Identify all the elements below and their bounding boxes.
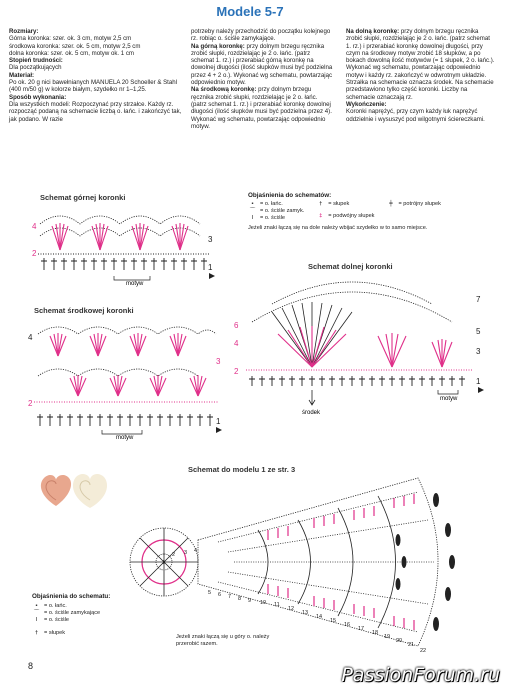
motif-label: motyw xyxy=(126,281,144,287)
row-number: 2 xyxy=(172,552,176,558)
row-number: 11 xyxy=(274,602,280,608)
motif-label: motyw xyxy=(116,435,134,441)
row-number: 2 xyxy=(28,399,33,408)
row-number: 3 xyxy=(476,347,481,356)
bottom-lace-outer-loops xyxy=(252,282,452,322)
finishing-heading: Wykończenie: xyxy=(346,100,387,108)
legend-slip-stitch: = o. ściśle zamyk. xyxy=(260,208,305,214)
row-number: 2 xyxy=(234,367,239,376)
row-number: 4 xyxy=(234,339,239,348)
legend-single-crochet: = o. ściśle xyxy=(44,617,70,623)
text-column-2 xyxy=(191,28,333,130)
sizes-line: środkowa koronka: szer. ok. 5 cm, motyw 2,5 cm xyxy=(9,42,141,50)
sizes-line: dolna koronka: szer. ok. 5 cm, motyw ok. 1 cm xyxy=(9,49,134,57)
start-arrow-icon xyxy=(209,273,215,279)
bottom-lace-chart xyxy=(232,272,492,422)
bottom-lace-motif-bracket xyxy=(438,390,458,394)
triple-treble-icon: ╪ xyxy=(389,201,393,207)
row-number: 1 xyxy=(476,377,481,386)
middle-lace-text: przy dolnym brzegu ręcznika zrobić słupki, rozdzielając je 2 o. łańc. (patrz schemat 1. rz.) i przerabiać koronkę dowolnej długości (ilość słupków musi być podzielna przez 4). Wykonać wg schematu, powtarzając odpowiednio motyw. xyxy=(191,86,332,130)
row-number: 6 xyxy=(218,592,222,598)
page-number: 8 xyxy=(28,661,34,671)
material-heading: Materiał: xyxy=(9,71,35,79)
chain-icon: • xyxy=(34,603,39,609)
row-number: 15 xyxy=(330,618,337,624)
top-lace-heading: Na górną koronkę: xyxy=(191,42,245,50)
single-crochet-icon: I xyxy=(251,215,254,221)
row-number: 3 xyxy=(184,550,188,556)
method-heading: Sposób wykonania: xyxy=(9,93,67,101)
double-crochet-icon: † xyxy=(319,201,323,207)
middle-lace-chart xyxy=(26,318,226,440)
row-number: 3 xyxy=(216,357,221,366)
start-arrow-icon xyxy=(216,427,222,433)
legend-chain: = o. łańc. xyxy=(260,201,283,207)
row-number: 7 xyxy=(476,295,481,304)
method-continued: potrzeby należy przechodzić do początku kolejnego rz. robiąc o. ściśle zamykające. xyxy=(191,28,331,43)
row-number: 4 xyxy=(194,548,198,554)
watermark: PassionForum.ru xyxy=(341,664,500,686)
bottom-lace-text: przy dolnym brzegu ręcznika zrobić słupki, rozdzielając je 2 o. łańc. (patrz schemat 1. rz.) i przerabiać koronkę dowolnej długości, przy czym na środkowy motyw zrobić 18 słupków, a po bokach dowolną ilość motywów (= 1 słupek, 2 o. łańc.). Wykonać wg schematu, powtarzając odpowiednio motyw i każdy rz. zakończyć w odwrotnym układzie. Strzałka na schemacie oznacza środek. Na schemacie przedstawiono tylko część koronki. Liczby na schemacie oznaczają rz. xyxy=(346,28,495,101)
middle-lace-fans xyxy=(50,333,206,396)
row-number: 1 xyxy=(216,417,221,426)
legend-double-crochet: = słupek xyxy=(328,201,350,207)
row-number: 1 xyxy=(162,560,166,566)
bottom-lace-chart-title: Schemat dolnej koronki xyxy=(308,262,393,271)
row-number: 10 xyxy=(260,600,267,606)
row-number: 4 xyxy=(32,222,37,231)
double-crochet-icon: † xyxy=(35,630,38,636)
center-arrow-icon xyxy=(309,390,315,405)
top-lace-chart xyxy=(30,206,220,286)
bottom-lace-pink-fan xyxy=(278,326,452,367)
round-chart-petals xyxy=(396,493,456,631)
row-number: 1 xyxy=(208,263,213,272)
text-column-1 xyxy=(9,28,187,123)
top-lace-text: przy dolnym brzegu ręcznika zrobić słupki, rozdzielając je 2 o. łańc. (patrz schemat 1. rz.) i przerabiać górną koronkę na dowolnej długości (ilość słupków musi być podzielna przez 4 + 2 o.). Wykonać wg schematu, powtarzając odpowiednio motyw. xyxy=(191,42,333,87)
row-number: 19 xyxy=(384,634,391,640)
bottom-lace-heading: Na dolną koronkę: xyxy=(346,28,400,35)
difficulty-text: Dla początkujących xyxy=(9,64,62,72)
legend-top-title: Objaśnienia do schematów: xyxy=(248,192,332,199)
legend-bottom xyxy=(32,593,162,637)
finishing-text: Koronki naprężyć, przy czym każdy łuk naprężyć oddzielnie i wysuszyć pod wilgotnymi ściereczkami. xyxy=(346,108,485,123)
row-number: 5 xyxy=(208,590,212,596)
row-number: 9 xyxy=(248,598,252,604)
legend-bottom-title: Objaśnienia do schematu: xyxy=(32,593,111,600)
slip-stitch-icon: ⌒ xyxy=(249,208,256,214)
motif-label: motyw xyxy=(440,396,458,402)
round-chart-title: Schemat do modelu 1 ze str. 3 xyxy=(188,465,296,474)
center-label: środek xyxy=(302,410,321,416)
row-number: 7 xyxy=(228,594,232,600)
middle-lace-arches xyxy=(38,327,216,376)
middle-lace-heading: Na środkową koronkę: xyxy=(191,86,257,94)
legend-top-note: Jeżeli znaki łączą się na dole należy wbijać szydełko w to samo miejsce. xyxy=(248,225,428,231)
legend-double-crochet: = słupek xyxy=(44,630,65,636)
single-crochet-icon: I xyxy=(35,617,38,623)
legend-slip-stitch: = o. ściśle zamykające xyxy=(44,610,101,616)
top-lace-chart-title: Schemat górnej koronki xyxy=(40,193,126,202)
bottom-lace-dc-row xyxy=(246,370,472,386)
legend-treble-crochet: = podwójny słupek xyxy=(328,213,375,219)
page-title: Modele 5-7 xyxy=(216,4,284,19)
legend-chain: = o. łańc. xyxy=(44,603,67,609)
row-number: 8 xyxy=(238,596,242,602)
start-arrow-icon xyxy=(478,387,484,393)
difficulty-heading: Stopień trudności: xyxy=(9,57,63,65)
row-number: 3 xyxy=(208,235,213,244)
row-number: 18 xyxy=(372,630,379,636)
row-number: 21 xyxy=(408,642,415,648)
crochet-hearts-photo xyxy=(36,466,112,510)
text-column-3 xyxy=(346,28,496,123)
legend-triple-treble: = potrójny słupek xyxy=(398,201,441,207)
method-text: Dla wszystkich modeli: Rozpoczynać przy strzałce. Każdy rz. rozpocząć podaną na schemacie liczbą o. łańc. i zakończyć tak, jak podano. W razie xyxy=(9,100,182,123)
middle-lace-chart-title: Schemat środkowej koronki xyxy=(34,306,134,315)
sizes-line: Górna koronka: szer. ok. 3 cm, motyw 2,5 cm xyxy=(9,35,132,43)
slip-stitch-icon: ⌒ xyxy=(33,610,40,616)
row-number: 12 xyxy=(288,606,295,612)
row-number: 22 xyxy=(420,648,427,654)
treble-crochet-icon: ‡ xyxy=(319,213,323,219)
row-number: 14 xyxy=(316,614,323,620)
legend-top xyxy=(248,192,498,232)
row-number: 5 xyxy=(476,327,481,336)
row-number: 16 xyxy=(344,622,351,628)
top-lace-dc-row xyxy=(38,254,210,270)
middle-lace-motif-bracket xyxy=(102,430,142,434)
row-number: 4 xyxy=(28,333,33,342)
row-number: 13 xyxy=(302,610,309,616)
middle-lace-dc-rows xyxy=(34,402,218,426)
row-number: 17 xyxy=(358,626,365,632)
top-lace-motif-bracket xyxy=(114,276,150,280)
round-chart xyxy=(118,470,500,660)
row-number: 2 xyxy=(32,249,37,258)
sizes-heading: Rozmiary: xyxy=(9,28,39,35)
row-number: 20 xyxy=(396,638,403,644)
legend-single-crochet: = o. ściśle xyxy=(260,215,286,221)
chain-icon: • xyxy=(250,201,255,207)
round-chart-note: Jeżeli znaki łączą się u góry o. należy przerobić razem. xyxy=(176,634,270,647)
material-text: Po ok. 20 g nici bawełnianych MANUELA 20 Schoeller & Stahl (400 m/50 g) w kolorze białym, szydełko nr 1–1,25. xyxy=(9,79,178,94)
row-number: 6 xyxy=(234,321,239,330)
